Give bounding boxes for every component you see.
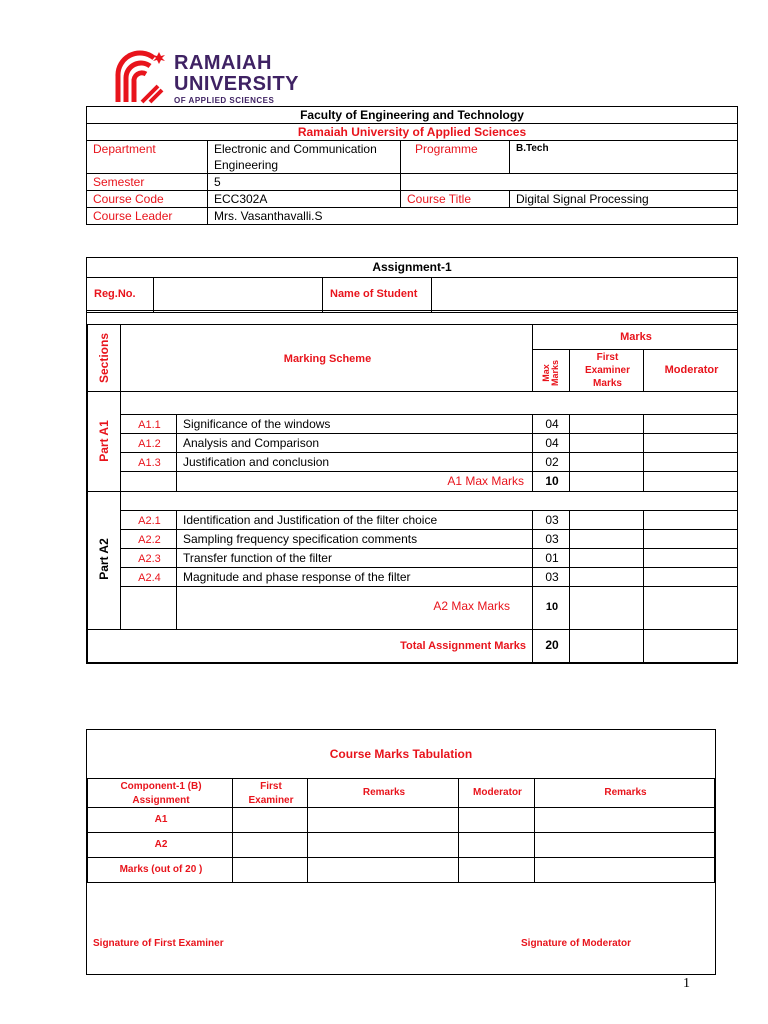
marking-scheme-table <box>86 310 738 664</box>
first-examiner-cell[interactable] <box>569 548 644 568</box>
moderator-signature-label: Signature of Moderator <box>521 938 632 949</box>
criterion-max-marks: 04 <box>545 417 559 431</box>
first-examiner-col-header: First Examiner <box>248 781 294 806</box>
criterion-max-marks: 03 <box>545 513 559 527</box>
a2-remarks-cell[interactable] <box>307 832 459 858</box>
reg-no-field[interactable] <box>153 278 323 312</box>
university-logo <box>110 46 310 106</box>
total-marks-value: 20 <box>545 638 559 652</box>
semester-value: 5 <box>208 174 401 191</box>
criterion-description: Analysis and Comparison <box>183 436 320 450</box>
criterion-max-marks: 04 <box>545 436 559 450</box>
first-examiner-cell[interactable] <box>569 567 644 587</box>
sections-header: Sections <box>87 324 121 392</box>
total-moderator-cell[interactable] <box>643 629 738 663</box>
course-header-table <box>86 106 738 225</box>
criterion-description: Justification and conclusion <box>183 455 330 469</box>
first-examiner-signature-label: Signature of First Examiner <box>93 938 224 949</box>
logo-line-2: UNIVERSITY <box>174 73 300 95</box>
first-examiner-cell[interactable] <box>569 452 644 472</box>
a1-remarks-cell[interactable] <box>307 807 459 833</box>
moderator-cell[interactable] <box>643 586 738 630</box>
logo-line-3: OF APPLIED SCIENCES <box>174 96 275 105</box>
marking-scheme-header: Marking Scheme <box>120 324 533 392</box>
a2-remarks-2-cell[interactable] <box>534 832 715 858</box>
first-examiner-cell[interactable] <box>569 414 644 434</box>
first-examiner-cell[interactable] <box>569 471 644 492</box>
course-title-value: Digital Signal Processing <box>510 191 738 208</box>
logo-line-1: RAMAIAH <box>174 52 272 74</box>
moderator-cell[interactable] <box>643 414 738 434</box>
marks-first-examiner-cell[interactable] <box>232 857 308 883</box>
remarks-col-header: Remarks <box>362 787 406 798</box>
remarks-2-col-header: Remarks <box>604 787 647 798</box>
criterion-description: Magnitude and phase response of the filter <box>183 570 411 584</box>
marks-remarks-cell[interactable] <box>307 857 459 883</box>
logo-emblem-icon <box>110 46 170 106</box>
criterion-max-marks: 03 <box>545 570 559 584</box>
student-name-field[interactable] <box>431 278 738 312</box>
moderator-header: Moderator <box>643 349 738 392</box>
programme-value: B.Tech <box>510 141 738 174</box>
criterion-max-marks: 02 <box>545 455 559 469</box>
first-examiner-cell[interactable] <box>569 433 644 453</box>
criterion-description: Identification and Justification of the filter choice <box>183 513 438 527</box>
criterion-max-marks: 01 <box>545 551 559 565</box>
moderator-col-header: Moderator <box>473 787 522 798</box>
student-name-label: Name of Student <box>330 288 418 300</box>
marks-remarks-2-cell[interactable] <box>534 857 715 883</box>
course-leader-label: Course Leader <box>87 208 208 225</box>
part-a1-label: Part A1 <box>87 391 121 492</box>
a2-max-marks-label: A2 Max Marks <box>433 599 510 613</box>
criterion-code: A1.1 <box>138 419 161 431</box>
criterion-description: Significance of the windows <box>183 417 331 431</box>
criterion-description: Sampling frequency specification comments <box>183 532 418 546</box>
first-examiner-cell[interactable] <box>569 510 644 530</box>
criterion-description: Transfer function of the filter <box>183 551 332 565</box>
moderator-cell[interactable] <box>643 510 738 530</box>
student-info-row <box>86 277 738 313</box>
course-code-value: ECC302A <box>208 191 401 208</box>
a1-max-marks-label: A1 Max Marks <box>447 474 524 488</box>
university-title: Ramaiah University of Applied Sciences <box>87 124 738 141</box>
reg-no-label: Reg.No. <box>94 288 136 300</box>
max-marks-header: Max Marks <box>532 349 570 392</box>
criterion-code: A1.3 <box>138 457 161 469</box>
a1-max-marks-value: 10 <box>545 474 559 488</box>
a2-moderator-cell[interactable] <box>458 832 535 858</box>
marks-header: Marks <box>532 324 738 350</box>
moderator-cell[interactable] <box>643 433 738 453</box>
semester-label: Semester <box>87 174 208 191</box>
component-header: Component-1 (B) Assignment <box>120 781 202 806</box>
course-title-label: Course Title <box>401 191 510 208</box>
course-marks-table <box>86 729 716 975</box>
total-marks-label: Total Assignment Marks <box>400 640 526 652</box>
moderator-cell[interactable] <box>643 529 738 549</box>
moderator-cell[interactable] <box>643 471 738 492</box>
criterion-code: A2.4 <box>138 572 161 584</box>
criterion-code: A2.3 <box>138 553 161 565</box>
page-number: 1 <box>683 976 690 991</box>
course-leader-value: Mrs. Vasanthavalli.S <box>208 208 738 225</box>
row-a1-label: A1 <box>154 814 168 825</box>
course-marks-title: Course Marks Tabulation <box>329 747 473 761</box>
a1-first-examiner-cell[interactable] <box>232 807 308 833</box>
criterion-code: A2.1 <box>138 515 161 527</box>
assignment-title: Assignment-1 <box>372 260 452 274</box>
moderator-cell[interactable] <box>643 567 738 587</box>
first-examiner-header: First Examiner Marks <box>569 349 644 392</box>
a1-remarks-2-cell[interactable] <box>534 807 715 833</box>
first-examiner-cell[interactable] <box>569 529 644 549</box>
moderator-cell[interactable] <box>643 548 738 568</box>
moderator-cell[interactable] <box>643 452 738 472</box>
row-a2-label: A2 <box>154 839 168 850</box>
total-first-examiner-cell[interactable] <box>569 629 644 663</box>
department-value: Electronic and Communication Engineering <box>208 141 401 174</box>
first-examiner-cell[interactable] <box>569 586 644 630</box>
department-label: Department <box>87 141 208 174</box>
criterion-code: A2.2 <box>138 534 161 546</box>
a1-moderator-cell[interactable] <box>458 807 535 833</box>
criterion-code: A1.2 <box>138 438 161 450</box>
course-code-label: Course Code <box>87 191 208 208</box>
programme-label: Programme <box>401 141 510 174</box>
a2-first-examiner-cell[interactable] <box>232 832 308 858</box>
assignment-header <box>86 257 738 312</box>
part-a2-label: Part A2 <box>87 491 121 630</box>
row-marks-label: Marks (out of 20 ) <box>119 864 203 875</box>
a2-max-marks-value: 10 <box>545 601 559 613</box>
marks-moderator-cell[interactable] <box>458 857 535 883</box>
criterion-max-marks: 03 <box>545 532 559 546</box>
faculty-title: Faculty of Engineering and Technology <box>87 107 738 124</box>
